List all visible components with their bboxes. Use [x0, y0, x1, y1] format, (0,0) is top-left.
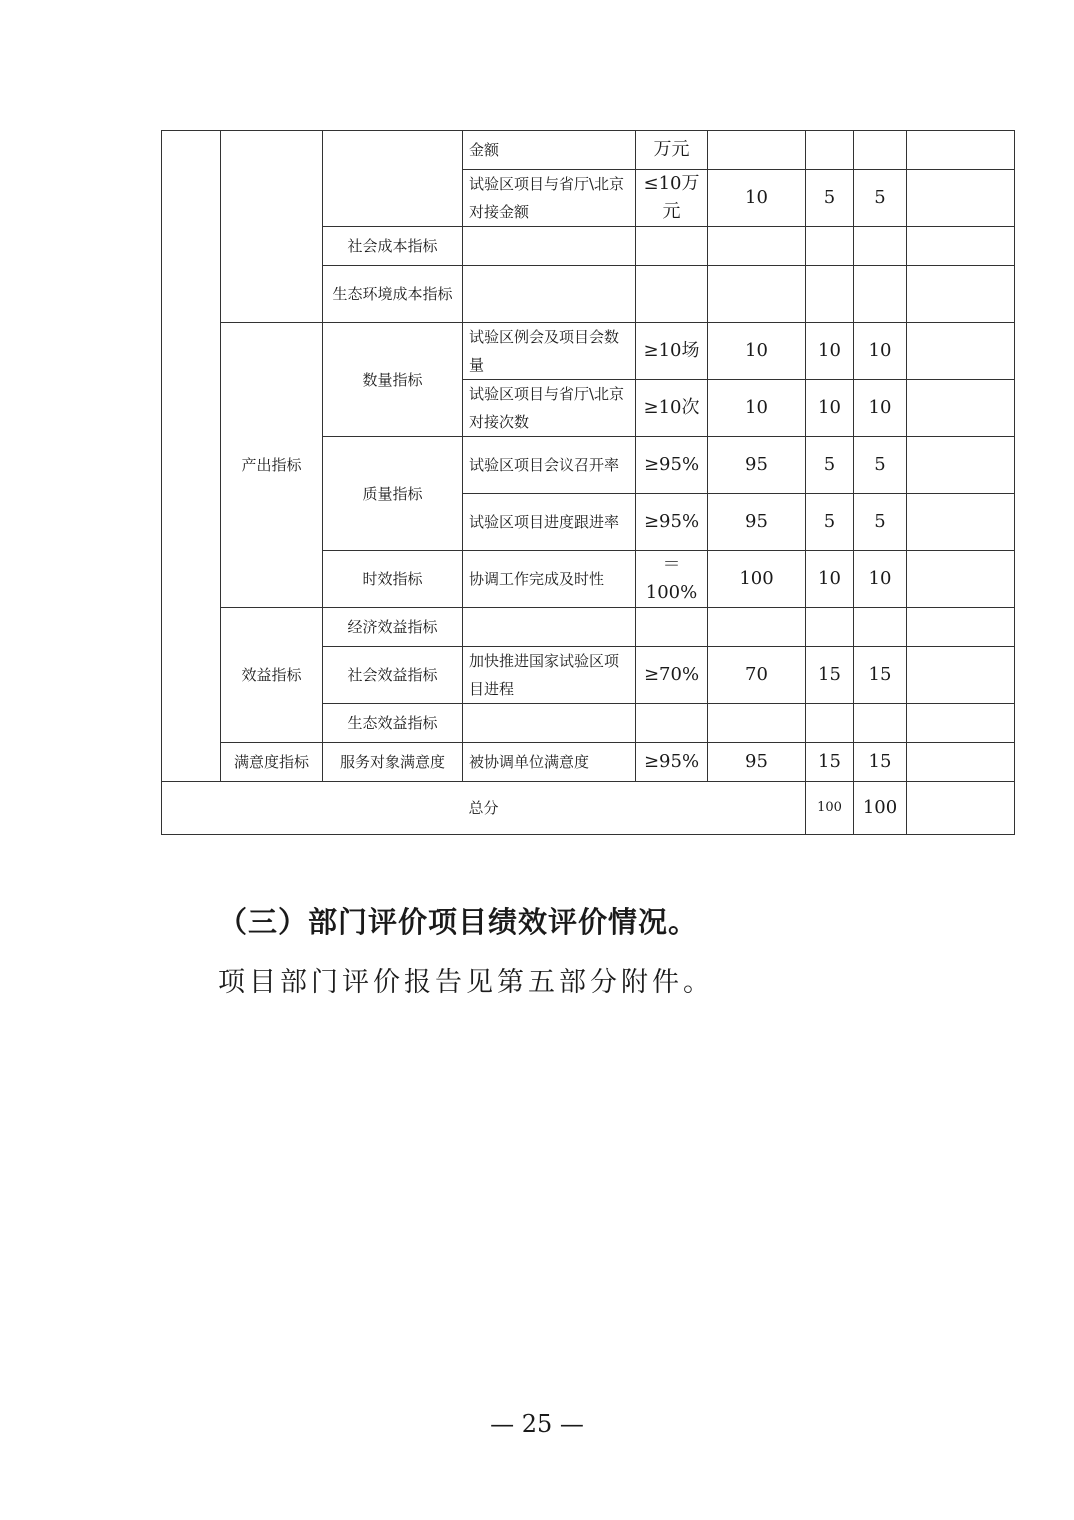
weight-cell: 95	[708, 494, 806, 551]
score-cell	[806, 608, 854, 647]
total-score-cell: 100	[806, 782, 854, 835]
remark-cell	[907, 494, 1015, 551]
indicator-cell: 试验区项目与省厅\北京对接金额	[463, 170, 636, 227]
level2-label: 产出指标	[221, 323, 323, 608]
remark-cell	[907, 608, 1015, 647]
target-cell: ≥70%	[636, 647, 708, 704]
remark-cell	[907, 743, 1015, 782]
weight-cell	[708, 131, 806, 170]
target-cell: ≥95%	[636, 437, 708, 494]
weight-cell: 10	[708, 170, 806, 227]
score-cell: 10	[806, 323, 854, 380]
remark-cell	[907, 380, 1015, 437]
weight-cell: 95	[708, 437, 806, 494]
level3-label: 社会成本指标	[323, 227, 463, 266]
indicator-cell: 试验区项目进度跟进率	[463, 494, 636, 551]
table-row	[162, 131, 1015, 170]
indicator-cell: 加快推进国家试验区项目进程	[463, 647, 636, 704]
indicator-cell: 试验区项目会议召开率	[463, 437, 636, 494]
table-cell-level3	[323, 131, 463, 227]
table-row	[162, 323, 1015, 380]
indicator-cell: 试验区项目与省厅\北京对接次数	[463, 380, 636, 437]
score-cell: 5	[806, 437, 854, 494]
section-paragraph: 项目部门评价报告见第五部分附件。	[218, 967, 714, 998]
level3-label: 质量指标	[323, 437, 463, 551]
performance-table	[161, 130, 1015, 835]
target-cell: ≥10次	[636, 380, 708, 437]
indicator-cell: 被协调单位满意度	[463, 743, 636, 782]
total-row	[162, 782, 1015, 835]
score-cell	[854, 704, 907, 743]
weight-cell: 95	[708, 743, 806, 782]
level3-label: 生态效益指标	[323, 704, 463, 743]
target-cell: ≤10万元	[636, 170, 708, 227]
remark-cell	[907, 704, 1015, 743]
remark-cell	[907, 647, 1015, 704]
indicator-cell	[463, 608, 636, 647]
page-number: — 25 —	[490, 1410, 584, 1438]
target-cell: ＝100%	[636, 551, 708, 608]
level2-label: 效益指标	[221, 608, 323, 743]
target-cell	[636, 266, 708, 323]
level3-label: 经济效益指标	[323, 608, 463, 647]
weight-cell	[708, 704, 806, 743]
weight-cell	[708, 608, 806, 647]
table-cell-level1	[162, 131, 221, 782]
score-cell: 10	[806, 380, 854, 437]
remark-cell	[907, 323, 1015, 380]
weight-cell: 70	[708, 647, 806, 704]
indicator-cell	[463, 227, 636, 266]
score-cell	[854, 266, 907, 323]
table-cell-level2	[221, 131, 323, 323]
level3-label: 时效指标	[323, 551, 463, 608]
level3-label: 社会效益指标	[323, 647, 463, 704]
weight-cell	[708, 227, 806, 266]
table-row	[162, 608, 1015, 647]
total-score-cell: 100	[854, 782, 907, 835]
level3-label: 服务对象满意度	[323, 743, 463, 782]
remark-cell	[907, 131, 1015, 170]
score-cell: 10	[854, 323, 907, 380]
score-cell: 15	[806, 743, 854, 782]
table-row	[162, 743, 1015, 782]
score-cell: 5	[806, 170, 854, 227]
level3-label: 数量指标	[323, 323, 463, 437]
score-cell: 15	[854, 743, 907, 782]
score-cell: 15	[854, 647, 907, 704]
target-cell	[636, 227, 708, 266]
target-cell	[636, 608, 708, 647]
section-heading: （三）部门评价项目绩效评价情况。	[218, 905, 699, 939]
indicator-cell: 试验区例会及项目会数量	[463, 323, 636, 380]
score-cell	[806, 227, 854, 266]
target-cell	[636, 704, 708, 743]
score-cell: 15	[806, 647, 854, 704]
indicator-cell	[463, 704, 636, 743]
score-cell: 5	[854, 170, 907, 227]
score-cell: 5	[854, 437, 907, 494]
target-cell: ≥10场	[636, 323, 708, 380]
remark-cell	[907, 227, 1015, 266]
score-cell: 10	[854, 380, 907, 437]
target-cell: ≥95%	[636, 743, 708, 782]
total-label: 总分	[162, 782, 806, 835]
score-cell: 5	[854, 494, 907, 551]
level3-label: 生态环境成本指标	[323, 266, 463, 323]
weight-cell	[708, 266, 806, 323]
target-cell: 万元	[636, 131, 708, 170]
remark-cell	[907, 551, 1015, 608]
weight-cell: 100	[708, 551, 806, 608]
indicator-cell: 协调工作完成及时性	[463, 551, 636, 608]
remark-cell	[907, 266, 1015, 323]
score-cell	[854, 131, 907, 170]
remark-cell	[907, 782, 1015, 835]
score-cell	[806, 131, 854, 170]
weight-cell: 10	[708, 323, 806, 380]
target-cell: ≥95%	[636, 494, 708, 551]
remark-cell	[907, 437, 1015, 494]
score-cell	[806, 704, 854, 743]
score-cell: 10	[806, 551, 854, 608]
score-cell: 10	[854, 551, 907, 608]
score-cell	[854, 608, 907, 647]
score-cell	[806, 266, 854, 323]
score-cell: 5	[806, 494, 854, 551]
remark-cell	[907, 170, 1015, 227]
score-cell	[854, 227, 907, 266]
indicator-cell	[463, 266, 636, 323]
level2-label: 满意度指标	[221, 743, 323, 782]
weight-cell: 10	[708, 380, 806, 437]
indicator-cell: 金额	[463, 131, 636, 170]
